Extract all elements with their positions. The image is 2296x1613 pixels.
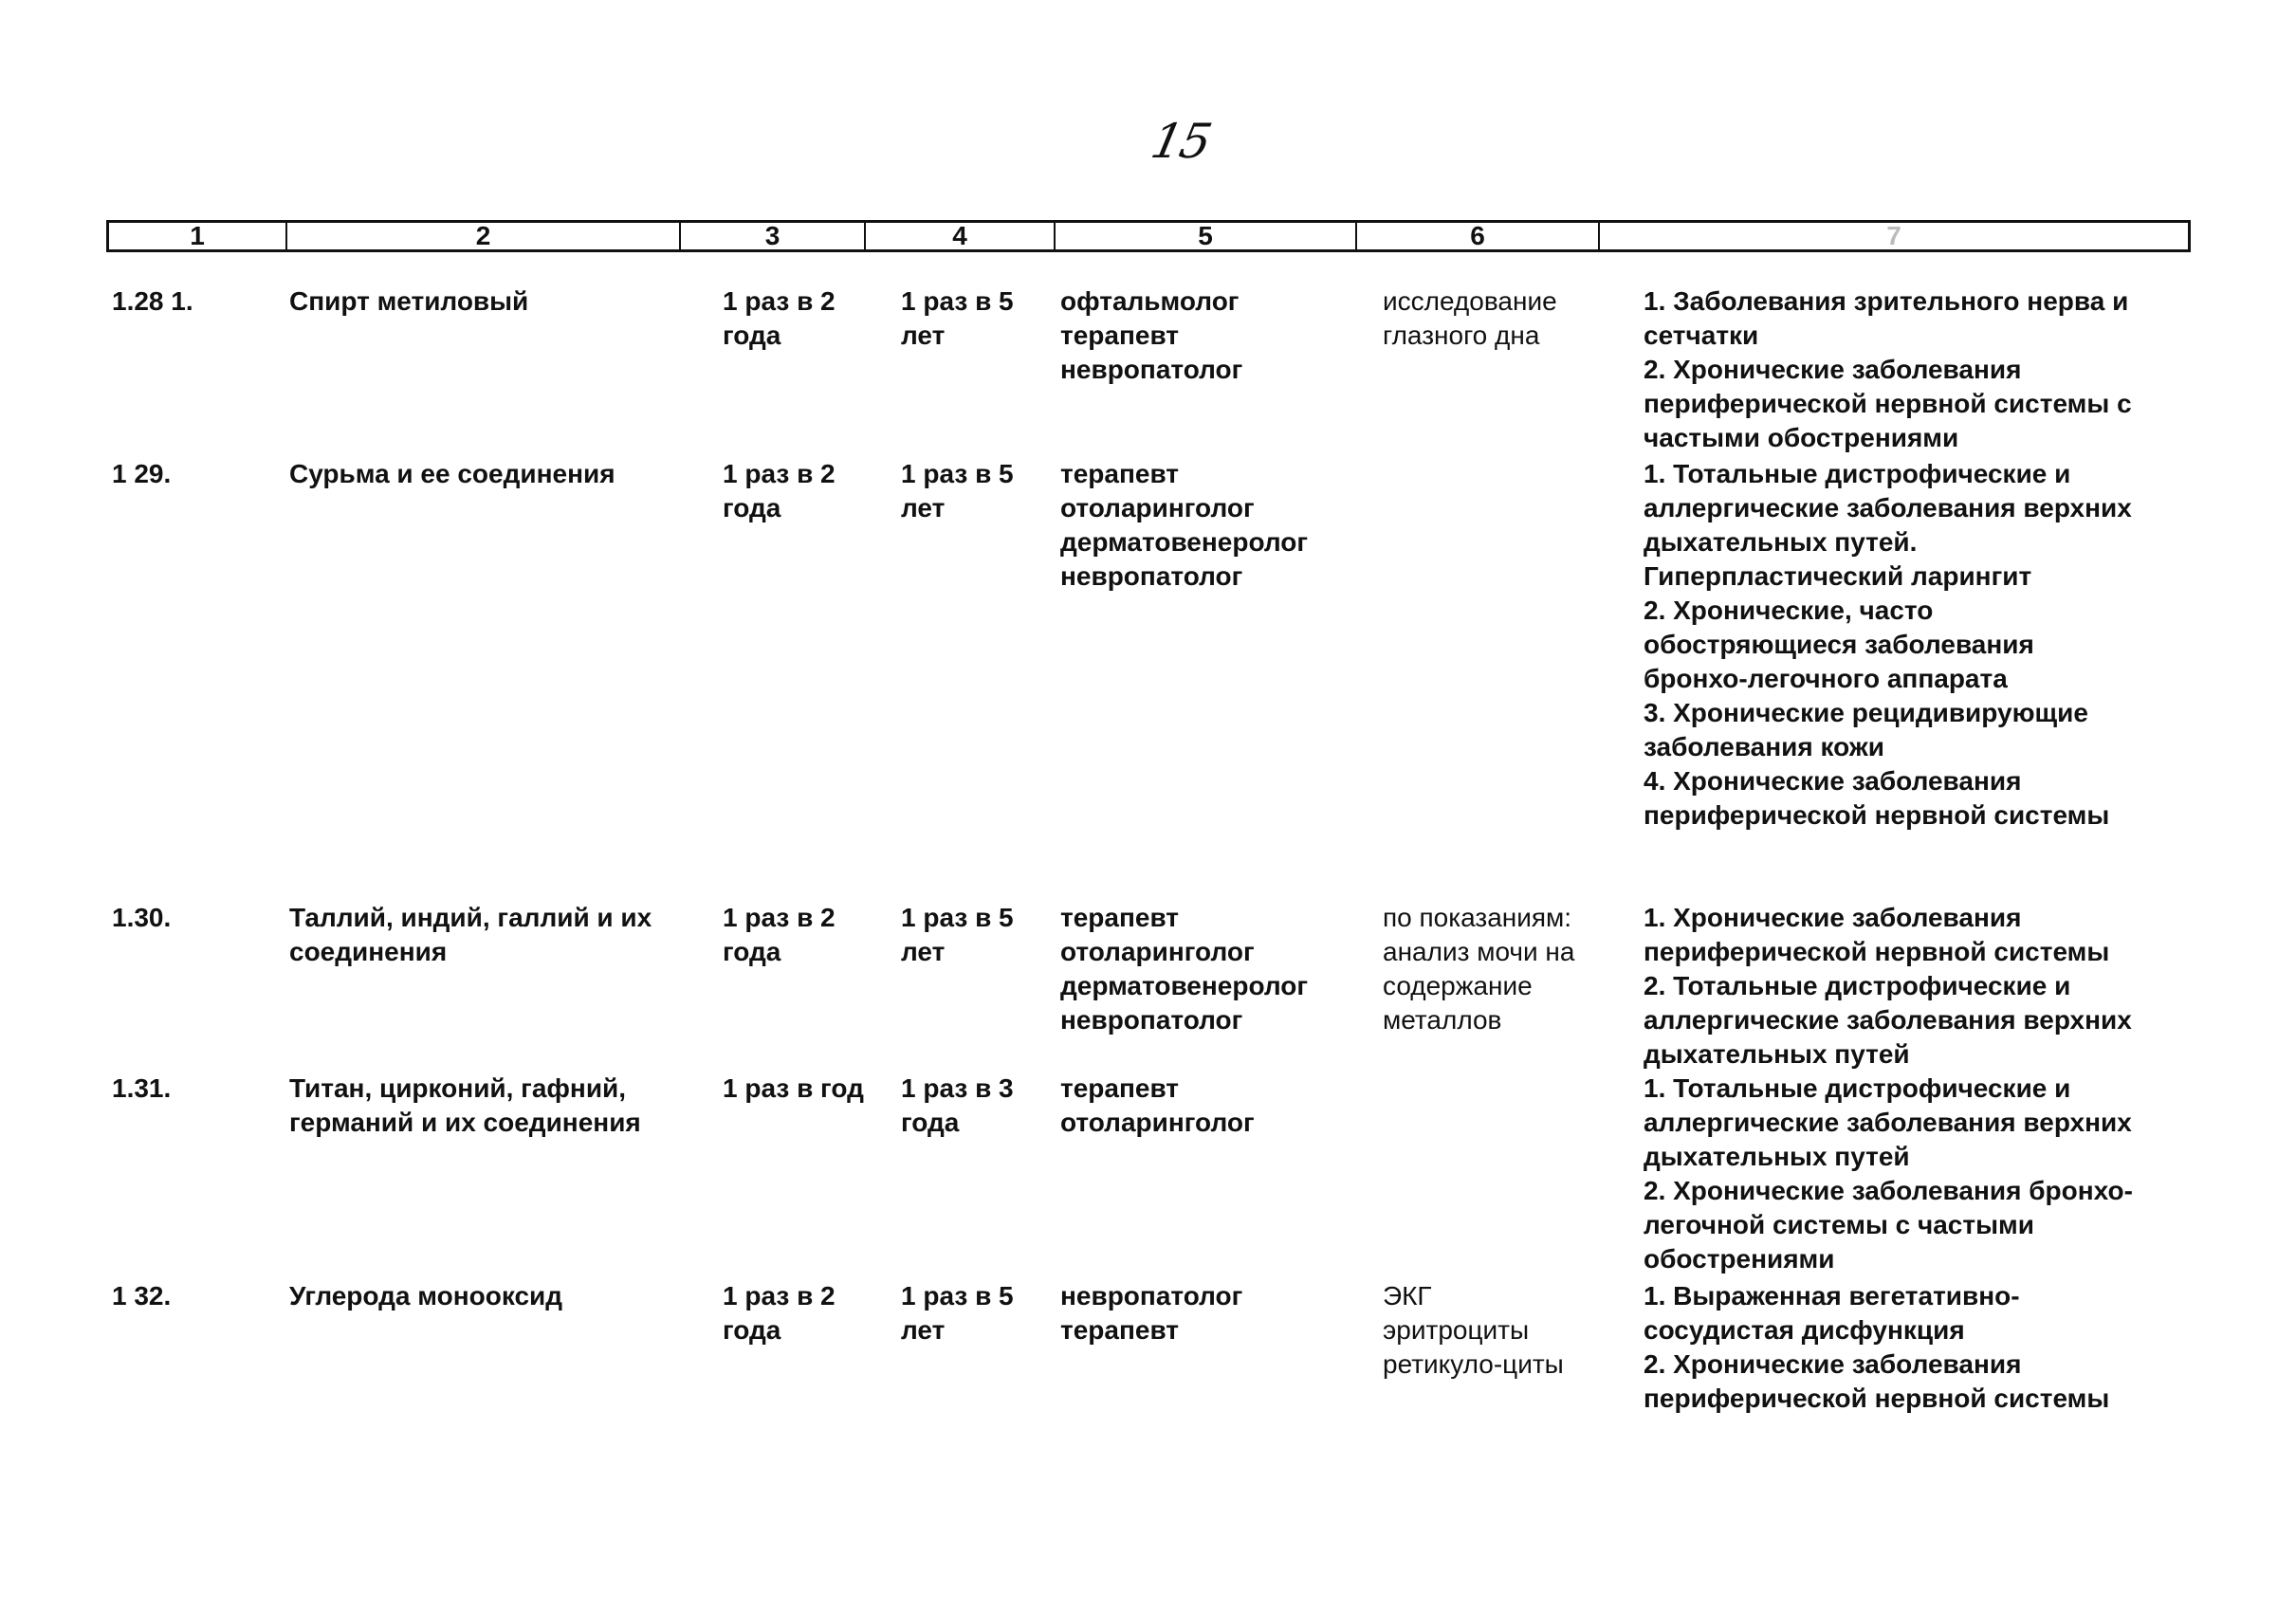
substance-name: Спирт метиловый	[289, 286, 529, 316]
table-header	[106, 220, 2191, 252]
specialist-frequency: 1 раз в 5 лет	[901, 286, 1014, 350]
substance-name: Титан, цирконий, гафний, германий и их соединения	[289, 1073, 641, 1137]
substance-name: Сурьма и ее соединения	[289, 459, 615, 488]
specialist-frequency: 1 раз в 5 лет	[901, 1281, 1014, 1345]
row-number: 1.30.	[112, 903, 172, 932]
specialist-frequency: 1 раз в 5 лет	[901, 459, 1014, 522]
contraindications: 1. Тотальные дистрофические и аллергические заболевания верхних дыхательных путей 2. Хронические заболевания бронхо- легочной системы с частыми обострениями	[1644, 1073, 2133, 1274]
header-col-5: 5	[1056, 223, 1357, 249]
exam-frequency: 1 раз в 2 года	[723, 903, 836, 966]
contraindications: 1. Заболевания зрительного нерва и сетчатки 2. Хронические заболевания периферической нервной системы с частыми обострениями	[1644, 286, 2132, 452]
exam-frequency: 1 раз в 2 года	[723, 286, 836, 350]
tests-list: по показаниям: анализ мочи на содержание металлов	[1383, 903, 1575, 1035]
row-number: 1.28 1.	[112, 286, 193, 316]
header-col-7: 7	[1886, 221, 1901, 250]
doctors-list: терапевт отоларинголог	[1060, 1073, 1255, 1137]
doctors-list: офтальмолог терапевт невропатолог	[1060, 286, 1243, 384]
header-col-3: 3	[681, 223, 866, 249]
row-number: 1 32.	[112, 1281, 172, 1311]
contraindications: 1. Тотальные дистрофические и аллергические заболевания верхних дыхательных путей. Гиперпластический ларингит 2. Хронические, часто обостряющиеся заболевания бронхо-легочного аппарата 3. Хронические рецидивирующие заболевания кожи 4. Хронические заболевания периферической нервной системы	[1644, 459, 2132, 830]
exam-frequency: 1 раз в 2 года	[723, 1281, 836, 1345]
specialist-frequency: 1 раз в 5 лет	[901, 903, 1014, 966]
exam-frequency: 1 раз в 2 года	[723, 459, 836, 522]
contraindications: 1. Хронические заболевания периферической нервной системы 2. Тотальные дистрофические и аллергические заболевания верхних дыхательных путей	[1644, 903, 2132, 1069]
contraindications: 1. Выраженная вегетативно- сосудистая дисфункция 2. Хронические заболевания периферической нервной системы	[1644, 1281, 2110, 1413]
substance-name: Таллий, индий, галлий и их соединения	[289, 903, 652, 966]
exam-frequency: 1 раз в год	[723, 1073, 864, 1103]
doctors-list: невропатолог терапевт	[1060, 1281, 1243, 1345]
doctors-list: терапевт отоларинголог дерматовенеролог невропатолог	[1060, 459, 1309, 591]
row-number: 1.31.	[112, 1073, 172, 1103]
doctors-list: терапевт отоларинголог дерматовенеролог невропатолог	[1060, 903, 1309, 1035]
page-number: 15	[1146, 114, 1215, 169]
row-number: 1 29.	[112, 459, 172, 488]
header-col-4: 4	[866, 223, 1056, 249]
header-col-1: 1	[109, 223, 287, 249]
header-col-2: 2	[287, 223, 681, 249]
specialist-frequency: 1 раз в 3 года	[901, 1073, 1014, 1137]
tests-list: ЭКГ эритроциты ретикуло-циты	[1383, 1281, 1564, 1379]
substance-name: Углерода монооксид	[289, 1281, 563, 1311]
tests-list: исследование глазного дна	[1383, 286, 1557, 350]
header-col-6: 6	[1357, 223, 1600, 249]
